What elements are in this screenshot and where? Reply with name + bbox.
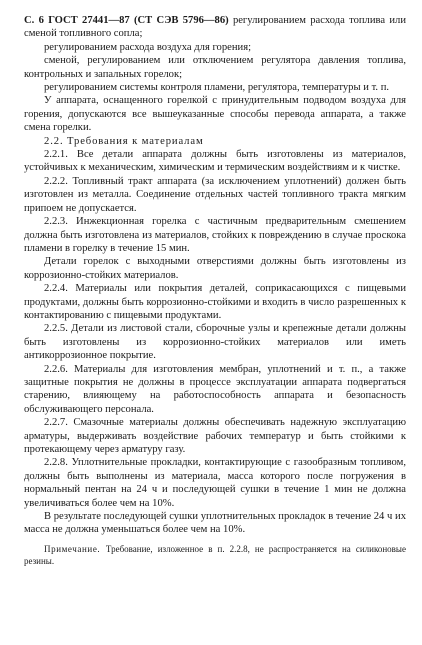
paragraph: 2.2.5. Детали из листовой стали, сборочные узлы и крепежные детали должны быть изготовлены из коррозионно-стойких материалов или иметь антикоррозионное покрытие. bbox=[24, 323, 406, 362]
footnote bbox=[24, 543, 406, 567]
note-text: Требование, изложенное в п. 2.2.8, не распространяется на силиконовые резины. bbox=[24, 543, 406, 566]
document-body bbox=[24, 14, 406, 567]
paragraph: Детали горелок с выходными отверстиями должны быть изготовлены из коррозионно-стойких материалов. bbox=[24, 256, 406, 281]
section-heading: 2.2. Требования к материалам bbox=[44, 135, 204, 147]
paragraph: регулированием расхода воздуха для горения; bbox=[44, 41, 252, 53]
paragraph: В результате последующей сушки уплотнительных прокладок в течение 24 ч их масса не должна уменьшаться более чем на 10%. bbox=[24, 511, 406, 536]
paragraph: У аппарата, оснащенного горелкой с принудительным подводом воздуха для горения, допускаются все вышеуказанные способы перевода аппарата, а также смена горелки. bbox=[24, 95, 406, 134]
paragraph: 2.2.2. Топливный тракт аппарата (за исключением уплотнений) должен быть изготовлен из металла. Соединение отдельных частей топливного тракта мягким припоем не допускается. bbox=[24, 175, 406, 214]
paragraph: 2.2.8. Уплотнительные прокладки, контактирующие с газообразным топливом, должны быть выполнены из материала, масса которого после погружения в нормальный пентан на 24 ч и последующей сушки в течение 1 мин не должна увеличиваться более чем на 10%. bbox=[24, 457, 406, 509]
paragraph: 2.2.3. Инжекционная горелка с частичным предварительным смешением должна быть изготовлена из материалов, стойких к повреждению в случае проскока пламени в горелку в течение 15 мин. bbox=[24, 216, 406, 254]
standard-reference: ГОСТ 27441—87 (СТ СЭВ 5796—86) bbox=[48, 15, 233, 26]
paragraph: сменой, регулированием или отключением регулятора давления топлива, контрольных и запальных горелок; bbox=[24, 55, 406, 80]
page-number: С. 6 bbox=[24, 15, 49, 26]
paragraph: 2.2.7. Смазочные материалы должны обеспечивать надежную эксплуатацию арматуры, выдерживать воздействие рабочих температур и быть стойкими к протекающему через арматуру газу. bbox=[24, 417, 406, 455]
header-line bbox=[24, 14, 406, 41]
note-label: Примечание. bbox=[44, 543, 106, 554]
paragraph: 2.2.1. Все детали аппарата должны быть изготовлены из материалов, устойчивых к механическим, химическим и термическим воздействиям и к чистке. bbox=[24, 149, 406, 174]
paragraph: 2.2.6. Материалы для изготовления мембран, уплотнений и т. п., а также защитные покрытия не должны в процессе эксплуатации аппарата подвергаться старению, влияющему на работоспособность аппарата и безопасность обслуживающего персонала. bbox=[24, 363, 406, 415]
continued-text: регулированием расхода топлива или сменой топливного сопла; bbox=[24, 15, 406, 40]
paragraph: регулированием системы контроля пламени, регулятора, температуры и т. п. bbox=[44, 82, 390, 94]
paragraph: 2.2.4. Материалы или покрытия деталей, соприкасающихся с пищевыми продуктами, должны быть коррозионно-стойкими и входить в число разрешенных к контактированию с пищевыми продуктами. bbox=[24, 283, 406, 321]
